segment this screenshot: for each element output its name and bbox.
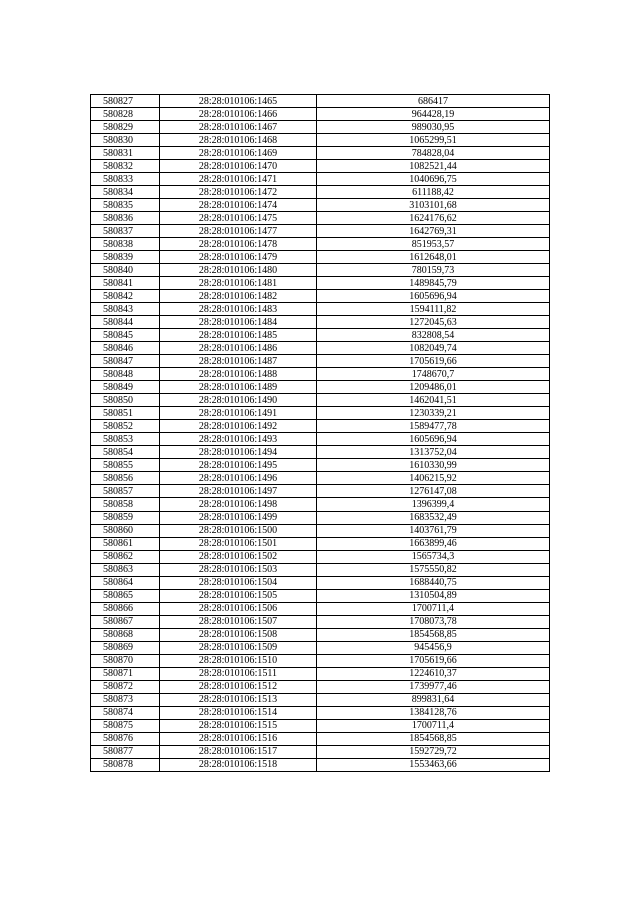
value-cell: 1403761,79 xyxy=(317,524,550,537)
row-id-cell: 580862 xyxy=(91,550,160,563)
row-id-cell: 580842 xyxy=(91,290,160,303)
table-row xyxy=(91,238,550,251)
table-row xyxy=(91,420,550,433)
table-row xyxy=(91,732,550,745)
table-row xyxy=(91,368,550,381)
value-cell: 1708073,78 xyxy=(317,615,550,628)
table-row xyxy=(91,472,550,485)
cadastral-number-cell: 28:28:010106:1503 xyxy=(160,563,317,576)
value-cell: 1065299,51 xyxy=(317,134,550,147)
table-row xyxy=(91,615,550,628)
row-id-cell: 580858 xyxy=(91,498,160,511)
cadastral-number-cell: 28:28:010106:1469 xyxy=(160,147,317,160)
row-id-cell: 580856 xyxy=(91,472,160,485)
value-cell: 1310504,89 xyxy=(317,589,550,602)
table-row xyxy=(91,576,550,589)
cadastral-number-cell: 28:28:010106:1499 xyxy=(160,511,317,524)
cadastral-number-cell: 28:28:010106:1475 xyxy=(160,212,317,225)
value-cell: 1705619,66 xyxy=(317,355,550,368)
value-cell: 1642769,31 xyxy=(317,225,550,238)
table-row xyxy=(91,303,550,316)
cadastral-number-cell: 28:28:010106:1494 xyxy=(160,446,317,459)
value-cell: 1854568,85 xyxy=(317,732,550,745)
value-cell: 1230339,21 xyxy=(317,407,550,420)
row-id-cell: 580838 xyxy=(91,238,160,251)
cadastral-number-cell: 28:28:010106:1481 xyxy=(160,277,317,290)
cadastral-number-cell: 28:28:010106:1477 xyxy=(160,225,317,238)
row-id-cell: 580849 xyxy=(91,381,160,394)
row-id-cell: 580850 xyxy=(91,394,160,407)
value-cell: 1610330,99 xyxy=(317,459,550,472)
cadastral-number-cell: 28:28:010106:1495 xyxy=(160,459,317,472)
table-row xyxy=(91,693,550,706)
table-row xyxy=(91,719,550,732)
row-id-cell: 580878 xyxy=(91,758,160,771)
row-id-cell: 580843 xyxy=(91,303,160,316)
cadastral-number-cell: 28:28:010106:1516 xyxy=(160,732,317,745)
row-id-cell: 580852 xyxy=(91,420,160,433)
table-row xyxy=(91,355,550,368)
cadastral-number-cell: 28:28:010106:1518 xyxy=(160,758,317,771)
cadastral-number-cell: 28:28:010106:1505 xyxy=(160,589,317,602)
table-row xyxy=(91,641,550,654)
row-id-cell: 580832 xyxy=(91,160,160,173)
cadastral-number-cell: 28:28:010106:1508 xyxy=(160,628,317,641)
row-id-cell: 580866 xyxy=(91,602,160,615)
value-cell: 1272045,63 xyxy=(317,316,550,329)
value-cell: 1589477,78 xyxy=(317,420,550,433)
table-row xyxy=(91,173,550,186)
table-body xyxy=(91,95,550,772)
cadastral-number-cell: 28:28:010106:1491 xyxy=(160,407,317,420)
row-id-cell: 580865 xyxy=(91,589,160,602)
row-id-cell: 580835 xyxy=(91,199,160,212)
cadastral-number-cell: 28:28:010106:1467 xyxy=(160,121,317,134)
value-cell: 1605696,94 xyxy=(317,433,550,446)
table-row xyxy=(91,342,550,355)
value-cell: 1224610,37 xyxy=(317,667,550,680)
row-id-cell: 580840 xyxy=(91,264,160,277)
table-row xyxy=(91,433,550,446)
row-id-cell: 580837 xyxy=(91,225,160,238)
row-id-cell: 580868 xyxy=(91,628,160,641)
row-id-cell: 580872 xyxy=(91,680,160,693)
table-row xyxy=(91,381,550,394)
table-row xyxy=(91,524,550,537)
row-id-cell: 580854 xyxy=(91,446,160,459)
row-id-cell: 580871 xyxy=(91,667,160,680)
cadastral-number-cell: 28:28:010106:1485 xyxy=(160,329,317,342)
table-row xyxy=(91,745,550,758)
cadastral-number-cell: 28:28:010106:1497 xyxy=(160,485,317,498)
row-id-cell: 580859 xyxy=(91,511,160,524)
value-cell: 1739977,46 xyxy=(317,680,550,693)
table-row xyxy=(91,316,550,329)
row-id-cell: 580876 xyxy=(91,732,160,745)
value-cell: 1565734,3 xyxy=(317,550,550,563)
table-row xyxy=(91,251,550,264)
table-row xyxy=(91,498,550,511)
value-cell: 784828,04 xyxy=(317,147,550,160)
table-row xyxy=(91,589,550,602)
data-table xyxy=(90,94,550,772)
cadastral-number-cell: 28:28:010106:1498 xyxy=(160,498,317,511)
value-cell: 1592729,72 xyxy=(317,745,550,758)
value-cell: 1384128,76 xyxy=(317,706,550,719)
cadastral-number-cell: 28:28:010106:1478 xyxy=(160,238,317,251)
table-row xyxy=(91,394,550,407)
cadastral-number-cell: 28:28:010106:1490 xyxy=(160,394,317,407)
row-id-cell: 580853 xyxy=(91,433,160,446)
table-row xyxy=(91,537,550,550)
cadastral-number-cell: 28:28:010106:1513 xyxy=(160,693,317,706)
cadastral-number-cell: 28:28:010106:1487 xyxy=(160,355,317,368)
value-cell: 1705619,66 xyxy=(317,654,550,667)
value-cell: 832808,54 xyxy=(317,329,550,342)
cadastral-number-cell: 28:28:010106:1502 xyxy=(160,550,317,563)
row-id-cell: 580841 xyxy=(91,277,160,290)
value-cell: 1462041,51 xyxy=(317,394,550,407)
row-id-cell: 580860 xyxy=(91,524,160,537)
value-cell: 899831,64 xyxy=(317,693,550,706)
value-cell: 1683532,49 xyxy=(317,511,550,524)
value-cell: 1040696,75 xyxy=(317,173,550,186)
value-cell: 1700711,4 xyxy=(317,602,550,615)
cadastral-number-cell: 28:28:010106:1493 xyxy=(160,433,317,446)
row-id-cell: 580869 xyxy=(91,641,160,654)
value-cell: 1082049,74 xyxy=(317,342,550,355)
cadastral-number-cell: 28:28:010106:1468 xyxy=(160,134,317,147)
cadastral-number-cell: 28:28:010106:1465 xyxy=(160,95,317,108)
row-id-cell: 580873 xyxy=(91,693,160,706)
row-id-cell: 580834 xyxy=(91,186,160,199)
value-cell: 945456,9 xyxy=(317,641,550,654)
table-row xyxy=(91,225,550,238)
table-row xyxy=(91,108,550,121)
table-row xyxy=(91,628,550,641)
row-id-cell: 580844 xyxy=(91,316,160,329)
value-cell: 1748670,7 xyxy=(317,368,550,381)
cadastral-number-cell: 28:28:010106:1504 xyxy=(160,576,317,589)
value-cell: 1276147,08 xyxy=(317,485,550,498)
value-cell: 1406215,92 xyxy=(317,472,550,485)
row-id-cell: 580830 xyxy=(91,134,160,147)
cadastral-number-cell: 28:28:010106:1483 xyxy=(160,303,317,316)
value-cell: 780159,73 xyxy=(317,264,550,277)
row-id-cell: 580836 xyxy=(91,212,160,225)
cadastral-number-cell: 28:28:010106:1484 xyxy=(160,316,317,329)
row-id-cell: 580851 xyxy=(91,407,160,420)
table-row xyxy=(91,511,550,524)
cadastral-number-cell: 28:28:010106:1466 xyxy=(160,108,317,121)
cadastral-number-cell: 28:28:010106:1514 xyxy=(160,706,317,719)
table-row xyxy=(91,459,550,472)
value-cell: 1612648,01 xyxy=(317,251,550,264)
cadastral-number-cell: 28:28:010106:1488 xyxy=(160,368,317,381)
row-id-cell: 580874 xyxy=(91,706,160,719)
cadastral-number-cell: 28:28:010106:1482 xyxy=(160,290,317,303)
row-id-cell: 580839 xyxy=(91,251,160,264)
row-id-cell: 580831 xyxy=(91,147,160,160)
value-cell: 1624176,62 xyxy=(317,212,550,225)
table-row xyxy=(91,407,550,420)
table-row xyxy=(91,602,550,615)
row-id-cell: 580877 xyxy=(91,745,160,758)
row-id-cell: 580828 xyxy=(91,108,160,121)
cadastral-number-cell: 28:28:010106:1500 xyxy=(160,524,317,537)
table-row xyxy=(91,667,550,680)
row-id-cell: 580867 xyxy=(91,615,160,628)
table-row xyxy=(91,212,550,225)
cadastral-number-cell: 28:28:010106:1511 xyxy=(160,667,317,680)
cadastral-number-cell: 28:28:010106:1501 xyxy=(160,537,317,550)
table-row xyxy=(91,654,550,667)
table-row xyxy=(91,264,550,277)
table-row xyxy=(91,329,550,342)
value-cell: 1489845,79 xyxy=(317,277,550,290)
table-row xyxy=(91,290,550,303)
cadastral-number-cell: 28:28:010106:1480 xyxy=(160,264,317,277)
table-row xyxy=(91,706,550,719)
row-id-cell: 580846 xyxy=(91,342,160,355)
row-id-cell: 580864 xyxy=(91,576,160,589)
row-id-cell: 580870 xyxy=(91,654,160,667)
cadastral-number-cell: 28:28:010106:1509 xyxy=(160,641,317,654)
cadastral-number-cell: 28:28:010106:1512 xyxy=(160,680,317,693)
table-row xyxy=(91,186,550,199)
value-cell: 1854568,85 xyxy=(317,628,550,641)
table-row xyxy=(91,680,550,693)
row-id-cell: 580827 xyxy=(91,95,160,108)
row-id-cell: 580833 xyxy=(91,173,160,186)
value-cell: 3103101,68 xyxy=(317,199,550,212)
value-cell: 1594111,82 xyxy=(317,303,550,316)
value-cell: 1082521,44 xyxy=(317,160,550,173)
row-id-cell: 580855 xyxy=(91,459,160,472)
table-row xyxy=(91,485,550,498)
table-row xyxy=(91,446,550,459)
table-row xyxy=(91,121,550,134)
value-cell: 1575550,82 xyxy=(317,563,550,576)
cadastral-number-cell: 28:28:010106:1492 xyxy=(160,420,317,433)
cadastral-number-cell: 28:28:010106:1515 xyxy=(160,719,317,732)
row-id-cell: 580847 xyxy=(91,355,160,368)
table-row xyxy=(91,134,550,147)
value-cell: 611188,42 xyxy=(317,186,550,199)
cadastral-number-cell: 28:28:010106:1507 xyxy=(160,615,317,628)
value-cell: 1396399,4 xyxy=(317,498,550,511)
table-row xyxy=(91,95,550,108)
table-row xyxy=(91,199,550,212)
value-cell: 1663899,46 xyxy=(317,537,550,550)
cadastral-number-cell: 28:28:010106:1479 xyxy=(160,251,317,264)
value-cell: 1313752,04 xyxy=(317,446,550,459)
row-id-cell: 580829 xyxy=(91,121,160,134)
row-id-cell: 580848 xyxy=(91,368,160,381)
value-cell: 1605696,94 xyxy=(317,290,550,303)
cadastral-number-cell: 28:28:010106:1486 xyxy=(160,342,317,355)
cadastral-number-cell: 28:28:010106:1517 xyxy=(160,745,317,758)
table-row xyxy=(91,277,550,290)
value-cell: 1209486,01 xyxy=(317,381,550,394)
row-id-cell: 580861 xyxy=(91,537,160,550)
cadastral-number-cell: 28:28:010106:1510 xyxy=(160,654,317,667)
table-row xyxy=(91,758,550,771)
table-row xyxy=(91,550,550,563)
value-cell: 1700711,4 xyxy=(317,719,550,732)
value-cell: 686417 xyxy=(317,95,550,108)
value-cell: 1553463,66 xyxy=(317,758,550,771)
row-id-cell: 580857 xyxy=(91,485,160,498)
table-row xyxy=(91,147,550,160)
table-row xyxy=(91,160,550,173)
cadastral-number-cell: 28:28:010106:1472 xyxy=(160,186,317,199)
row-id-cell: 580845 xyxy=(91,329,160,342)
row-id-cell: 580863 xyxy=(91,563,160,576)
table-row xyxy=(91,563,550,576)
cadastral-number-cell: 28:28:010106:1471 xyxy=(160,173,317,186)
cadastral-number-cell: 28:28:010106:1496 xyxy=(160,472,317,485)
cadastral-number-cell: 28:28:010106:1506 xyxy=(160,602,317,615)
cadastral-number-cell: 28:28:010106:1489 xyxy=(160,381,317,394)
value-cell: 964428,19 xyxy=(317,108,550,121)
value-cell: 989030,95 xyxy=(317,121,550,134)
row-id-cell: 580875 xyxy=(91,719,160,732)
value-cell: 1688440,75 xyxy=(317,576,550,589)
value-cell: 851953,57 xyxy=(317,238,550,251)
cadastral-number-cell: 28:28:010106:1474 xyxy=(160,199,317,212)
cadastral-number-cell: 28:28:010106:1470 xyxy=(160,160,317,173)
